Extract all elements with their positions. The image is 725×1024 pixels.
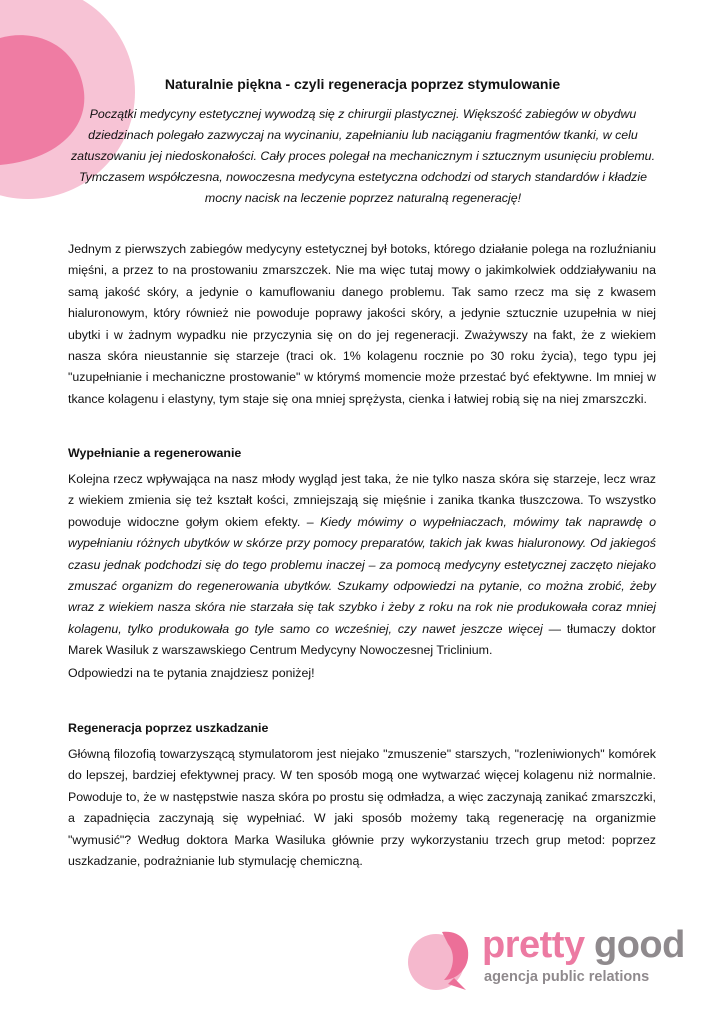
paragraph-filling-end: — tłumaczy doktor Marek Wasiluk z warszawskiego Centrum Medycyny Nowoczesnej Triclinium. xyxy=(68,621,656,658)
paragraph-stimulators: Główną filozofią towarzyszącą stymulatorom jest niejako "zmuszenie" starszych, "rozleniwionych" komórek do lepszej, bardziej efektywnej pracy. W ten sposób mogą one wytwarzać więcej kolagenu niż normalnie. Powoduje to, że w następstwie nasza skóra po prostu się odmładza, a więc zaczynają zanikać zmarszczki, a zapadnięcia zaczynają się wypełniać. W jaki sposób możemy taką regenerację na organizmie "wymusić"? Według doktora Marka Wasiluka głównie przy wykorzystaniu trzech grup metod: poprzez uszkadzanie, podrażnianie lub stymulację chemiczną. xyxy=(68,747,656,869)
logo-word-good: good xyxy=(594,924,685,966)
document-title: Naturalnie piękna - czyli regeneracja poprzez stymulowanie xyxy=(164,76,561,92)
logo-mark-icon xyxy=(408,926,480,996)
paragraph-filling xyxy=(68,469,656,662)
intro-paragraph: Początki medycyny estetycznej wywodzą się z chirurgii plastycznej. Większość zabiegów w obydwu dziedzinach polegało zazwyczaj na wycinaniu, zapełnianiu lub naciąganiu fragmentów tkanki, w celu zatuszowaniu jej niedoskonałości. Cały proces polegał na mechanicznym i sztucznym usunięciu problemu. Tymczasem współczesna, nowoczesna medycyna estetyczna odchodzi od starych standardów i kładzie mocny nacisk na leczenie poprzez naturalną regenerację! xyxy=(70,107,656,205)
paragraph-filling-quote: Kiedy mówimy o wypełniaczach, mówimy tak naprawdę o wypełnianiu różnych ubytków w skórze przy pomocy preparatów, takich jak kwas hialuronowy. Od jakiegoś czasu jednak podchodzi się do tego problemu inaczej – za pomocą medycyny estetycznej zaczęto niejako zmuszać organizm do regenerowania ubytków. Szukamy odpowiedzi na pytanie, co można zrobić, żeby wraz z wiekiem nasza skóra nie starzała się tak szybko i żeby z roku na rok nie produkowała coraz mniej kolagenu, tylko produkowała go tyle samo co wcześniej, czy nawet jeszcze więcej xyxy=(68,514,656,636)
logo-tagline: agencja public relations xyxy=(484,969,650,985)
pretty-good-logo xyxy=(408,926,708,996)
heading-regeneration-by-damage: Regeneracja poprzez uszkadzanie xyxy=(68,721,269,735)
logo-word-pretty: pretty xyxy=(482,924,585,966)
paragraph-filling-start: Kolejna rzecz wpływająca na nasz młody wygląd jest taka, że nie tylko nasza skóra się starzeje, lecz wraz z wiekiem zmienia się też kształt kości, zmniejszają się mięśnie i zanika tkanka tłuszczowa. To wszystko powoduje widoczne gołym okiem efekty. – xyxy=(68,472,656,529)
paragraph-answers: Odpowiedzi na te pytania znajdziesz poniżej! xyxy=(68,666,315,680)
paragraph-botox: Jednym z pierwszych zabiegów medycyny estetycznej był botoks, którego działanie polega na rozluźnianiu mięśni, a przez to na prostowaniu zmarszczek. Nie ma więc tutaj mowy o jakimkolwiek oddziaływaniu na samą jakość skóry, a jedynie o kamuflowaniu danego problemu. Tak samo rzecz ma się z kwasem hialuronowym, który również nie powoduje poprawy jakości skóry, a jedynie sztucznie uzupełnia w niej ubytki i w żadnym wypadku nie przyczynia się on do jej regeneracji. Zważywszy na fakt, że z wiekiem nasza skóra nieustannie się starzeje (traci ok. 1% kolagenu rocznie po 30 roku życia), tego typu jej "uzupełnianie i mechaniczne prostowanie" w którymś momencie może przestać być efektywne. Im mniej w tkance kolagenu i elastyny, tym staje się ona mniej sprężysta, cienka i łatwiej robią się na niej zmarszczki. xyxy=(68,242,656,406)
heading-filling-vs-regenerating: Wypełnianie a regenerowanie xyxy=(68,446,242,460)
